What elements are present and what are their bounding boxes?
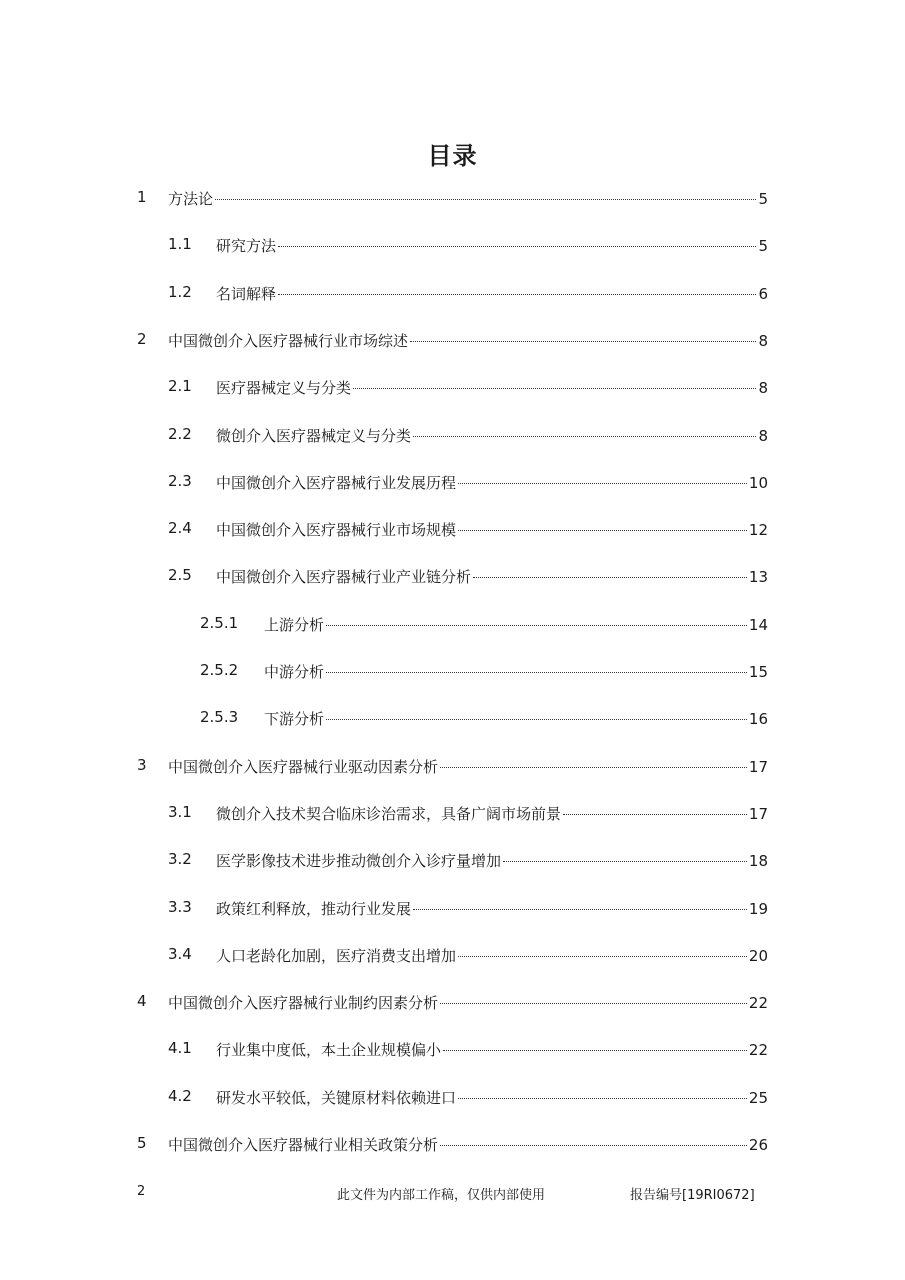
toc-entry-line	[216, 945, 768, 966]
toc-dot-leader	[440, 1145, 747, 1146]
toc-entry-number: 4.1	[168, 1039, 192, 1058]
toc-entry-page-number: 12	[748, 521, 768, 540]
toc-entry-label[interactable]: 微创介入技术契合临床诊治需求，具备广阔市场前景	[216, 804, 562, 823]
toc-entry-number: 3.4	[168, 944, 192, 963]
toc-entry-label[interactable]: 研究方法	[216, 237, 277, 256]
toc-entry-line	[264, 614, 768, 635]
toc-entry-label[interactable]: 中国微创介入医疗器械行业制约因素分析	[168, 994, 439, 1013]
toc-entry[interactable]	[0, 458, 905, 506]
toc-dot-leader	[278, 246, 756, 247]
toc-dot-leader	[440, 767, 747, 768]
toc-dot-leader	[440, 1003, 747, 1004]
toc-entry-page-number: 18	[748, 852, 768, 871]
toc-entry-line	[216, 519, 768, 540]
footer-report-code: 报告编号[19RI0672]	[630, 1188, 755, 1203]
toc-entry[interactable]	[0, 552, 905, 600]
toc-entry-label[interactable]: 中游分析	[264, 663, 325, 681]
toc-entry-number: 2	[137, 329, 147, 348]
toc-entry-label[interactable]: 医学影像技术进步推动微创介入诊疗量增加	[216, 852, 502, 871]
toc-entry[interactable]	[0, 978, 905, 1026]
toc-entry-number: 2.3	[168, 471, 192, 490]
toc-entry-line	[216, 283, 768, 304]
toc-entry-label[interactable]: 方法论	[168, 190, 214, 208]
toc-entry-line	[216, 898, 768, 919]
toc-entry-page-number: 5	[758, 237, 768, 256]
toc-entry[interactable]	[0, 221, 905, 269]
toc-entry-line	[264, 708, 768, 729]
toc-entry-label[interactable]: 政策红利释放，推动行业发展	[216, 899, 412, 918]
toc-entry-number: 3	[137, 755, 147, 774]
footer-confidential-note: 此文件为内部工作稿，仅供内部使用	[337, 1188, 546, 1203]
toc-dot-leader	[410, 341, 756, 342]
toc-entry-label[interactable]: 研发水平较低，关键原材料依赖进口	[216, 1088, 457, 1107]
toc-dot-leader	[413, 909, 747, 910]
toc-dot-leader	[503, 861, 747, 862]
toc-entry[interactable]	[0, 411, 905, 459]
toc-entry-line	[216, 1039, 768, 1060]
toc-entry-page-number: 20	[748, 946, 768, 965]
toc-entry-page-number: 19	[748, 899, 768, 918]
toc-dot-leader	[326, 672, 747, 673]
toc-entry-label[interactable]: 行业集中度低，本土企业规模偏小	[216, 1041, 442, 1060]
toc-entry[interactable]	[0, 1120, 905, 1168]
toc-entry-line	[168, 756, 768, 777]
toc-entry[interactable]	[0, 316, 905, 364]
toc-entry[interactable]	[0, 1025, 905, 1073]
toc-entry[interactable]	[0, 505, 905, 553]
toc-entry-page-number: 17	[748, 804, 768, 823]
toc-entry[interactable]	[0, 1073, 905, 1121]
toc-entry-label[interactable]: 中国微创介入医疗器械行业相关政策分析	[168, 1136, 439, 1154]
toc-entry[interactable]	[0, 600, 905, 648]
toc-entry-line	[168, 330, 768, 351]
toc-entry-label[interactable]: 微创介入医疗器械定义与分类	[216, 426, 412, 445]
toc-dot-leader	[326, 719, 747, 720]
toc-dot-leader	[473, 577, 747, 578]
toc-entry-line	[216, 850, 768, 871]
toc-entry-number: 2.1	[168, 377, 192, 396]
toc-entry-page-number: 14	[748, 615, 768, 634]
toc-entry-number: 2.5.2	[200, 661, 239, 679]
toc-entry-number: 2.5.3	[200, 708, 239, 727]
toc-dot-leader	[458, 1098, 747, 1099]
toc-entry-page-number: 8	[758, 379, 768, 398]
toc-entry-number: 2.4	[168, 519, 192, 538]
toc-entry-label[interactable]: 人口老龄化加剧，医疗消费支出增加	[216, 946, 457, 965]
toc-entry[interactable]	[0, 647, 905, 695]
toc-entry-number: 3.3	[168, 897, 192, 916]
toc-entry-page-number: 8	[758, 426, 768, 445]
toc-entry[interactable]	[0, 174, 905, 222]
toc-entry-page-number: 10	[748, 473, 768, 492]
toc-entry-line	[216, 425, 768, 446]
toc-entry[interactable]	[0, 789, 905, 837]
toc-entry-page-number: 22	[748, 994, 768, 1013]
toc-entry-label[interactable]: 中国微创介入医疗器械行业驱动因素分析	[168, 757, 439, 776]
toc-entry-number: 5	[137, 1134, 147, 1152]
toc-dot-leader	[215, 199, 756, 200]
toc-entry-label[interactable]: 上游分析	[264, 615, 325, 634]
toc-entry-number: 2.5	[168, 566, 192, 585]
toc-entry-line	[216, 472, 768, 493]
toc-entry-page-number: 25	[748, 1088, 768, 1107]
toc-entry-page-number: 6	[758, 284, 768, 303]
toc-entry-number: 4.2	[168, 1086, 192, 1105]
toc-entry[interactable]	[0, 931, 905, 979]
toc-entry-line	[216, 566, 768, 587]
toc-entry-label[interactable]: 中国微创介入医疗器械行业发展历程	[216, 473, 457, 492]
toc-entry-line	[216, 235, 768, 256]
toc-entry-page-number: 16	[748, 710, 768, 729]
toc-entry[interactable]	[0, 742, 905, 790]
toc-entry-number: 2.5.1	[200, 613, 239, 632]
toc-dot-leader	[443, 1050, 747, 1051]
toc-entry-label[interactable]: 中国微创介入医疗器械行业市场规模	[216, 521, 457, 540]
toc-entry-label[interactable]: 中国微创介入医疗器械行业产业链分析	[216, 568, 472, 587]
toc-entry-page-number: 5	[758, 190, 768, 208]
toc-entry[interactable]	[0, 884, 905, 932]
toc-entry-page-number: 26	[748, 1136, 768, 1154]
toc-dot-leader	[278, 294, 756, 295]
toc-entry-number: 4	[137, 992, 147, 1011]
toc-entry[interactable]	[0, 363, 905, 411]
toc-entry-line	[216, 803, 768, 824]
toc-dot-leader	[353, 388, 756, 389]
toc-entry-page-number: 8	[758, 331, 768, 350]
footer-page-number: 2	[137, 1184, 146, 1199]
toc-entry-number: 2.2	[168, 424, 192, 443]
toc-entry-line	[168, 188, 768, 209]
toc-dot-leader	[326, 625, 747, 626]
toc-entry-page-number: 13	[748, 568, 768, 587]
toc-entry-line	[216, 377, 768, 398]
toc-entry-number: 3.1	[168, 802, 192, 821]
toc-entry-line	[168, 992, 768, 1013]
toc-entry[interactable]	[0, 269, 905, 317]
toc-entry-label[interactable]: 下游分析	[264, 710, 325, 729]
toc-entry-page-number: 15	[748, 663, 768, 681]
toc-entry-number: 3.2	[168, 850, 192, 869]
toc-entry-line	[168, 1134, 768, 1155]
toc-entry-label[interactable]: 名词解释	[216, 284, 277, 303]
toc-dot-leader	[458, 530, 747, 531]
toc-entry-number: 1.1	[168, 235, 192, 254]
toc-entry-line	[216, 1087, 768, 1108]
toc-dot-leader	[563, 814, 747, 815]
toc-entry[interactable]	[0, 694, 905, 742]
toc-entry-number: 1	[137, 188, 147, 206]
toc-entry-label[interactable]: 医疗器械定义与分类	[216, 379, 352, 398]
page-title: 目录	[427, 142, 478, 170]
toc-entry-line	[264, 661, 768, 682]
toc-entry-page-number: 17	[748, 757, 768, 776]
toc-dot-leader	[413, 436, 756, 437]
toc-entry-page-number: 22	[748, 1041, 768, 1060]
toc-dot-leader	[458, 956, 747, 957]
toc-entry[interactable]	[0, 836, 905, 884]
toc-entry-label[interactable]: 中国微创介入医疗器械行业市场综述	[168, 331, 409, 350]
toc-dot-leader	[458, 483, 747, 484]
toc-entry-number: 1.2	[168, 282, 192, 301]
